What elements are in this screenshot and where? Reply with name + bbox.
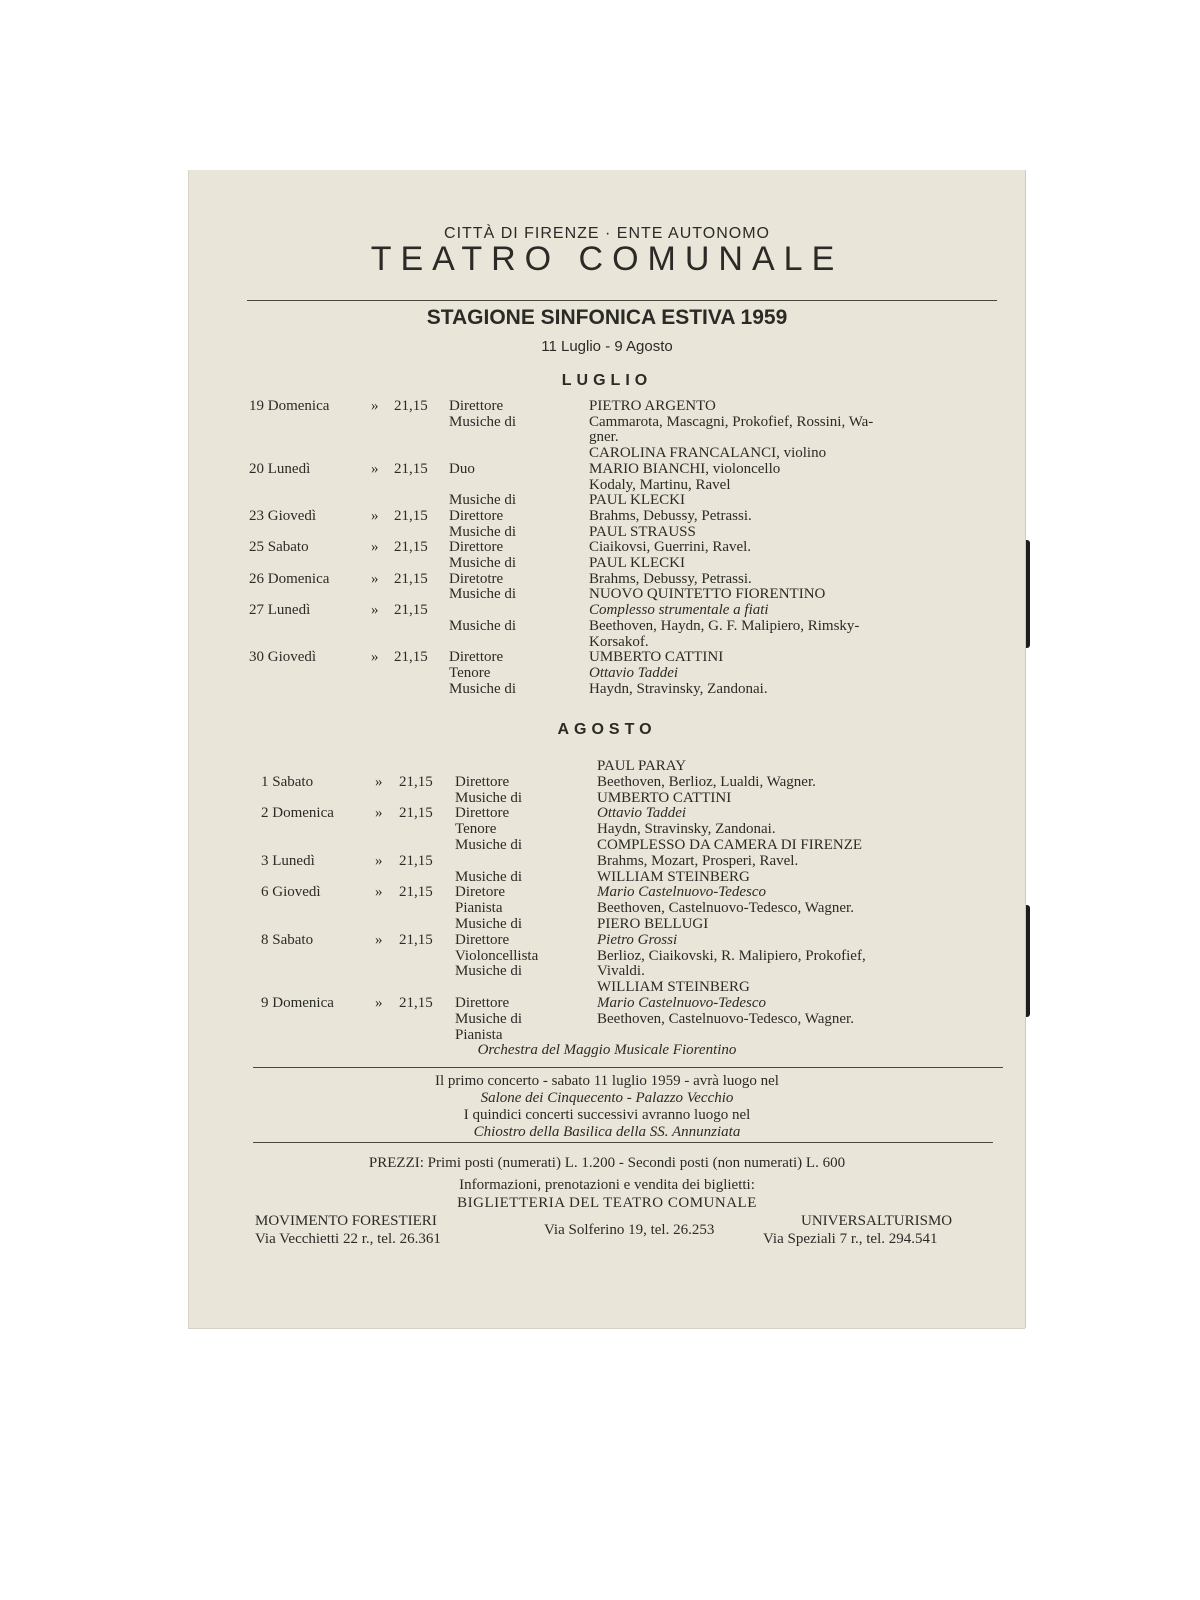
- performer-or-program: Brahms, Mozart, Prosperi, Ravel.: [597, 852, 799, 869]
- performer-role: Violoncellista: [455, 947, 539, 964]
- concert-time: 21,15: [394, 398, 428, 414]
- performer-or-program: Pietro Grossi: [597, 931, 678, 948]
- performer-or-program: Ottavio Taddei: [589, 664, 679, 681]
- performer-or-program: PIERO BELLUGI: [597, 916, 709, 932]
- concert-time: 21,15: [399, 884, 433, 901]
- performer-or-program: Haydn, Stravinsky, Zandonai.: [589, 680, 768, 697]
- agency-right-address: Via Speziali 7 r., tel. 294.541: [763, 1231, 938, 1247]
- performer-or-program: Korsakof.: [589, 633, 649, 650]
- separator-mark: »: [375, 884, 383, 901]
- separator-mark: »: [371, 507, 379, 524]
- season-title: STAGIONE SINFONICA ESTIVA 1959: [426, 306, 788, 329]
- performer-or-program: Cammarota, Mascagni, Prokofief, Rossini, Wa-: [589, 413, 874, 430]
- program-page: [188, 170, 1025, 1328]
- concert-time: 21,15: [394, 539, 428, 556]
- performer-or-program: Brahms, Debussy, Petrassi.: [589, 570, 752, 587]
- divider-bottom: [253, 1142, 993, 1143]
- concert-day: 3 Lunedì: [261, 852, 315, 869]
- season-dates: 11 Luglio - 9 Agosto: [541, 338, 673, 355]
- performer-role: Pianista: [455, 900, 503, 917]
- concert-day: 20 Lunedì: [249, 460, 311, 477]
- performer-or-program: PAUL PARAY: [597, 758, 687, 774]
- performer-or-program: PIETRO ARGENTO: [589, 398, 716, 414]
- performer-role: Diretore: [455, 884, 505, 901]
- performer-role: Direttore: [449, 649, 504, 666]
- performer-or-program: MARIO BIANCHI, violoncello: [589, 460, 781, 477]
- performer-role: Musiche di: [449, 555, 517, 571]
- divider-top: [247, 300, 997, 301]
- performer-or-program: UMBERTO CATTINI: [589, 649, 724, 666]
- concert-day: 25 Sabato: [249, 539, 309, 556]
- performer-role: Musiche di: [455, 837, 523, 853]
- month-heading-agosto: AGOSTO: [557, 721, 657, 738]
- separator-mark: »: [371, 539, 379, 556]
- performer-role: Musiche di: [449, 586, 517, 603]
- performer-role: Direttore: [449, 539, 504, 556]
- concert-day: 19 Domenica: [249, 398, 330, 414]
- performer-or-program: Brahms, Debussy, Petrassi.: [589, 507, 752, 524]
- performer-role: Musiche di: [449, 617, 517, 634]
- info-line: Informazioni, prenotazioni e vendita dei biglietti:: [459, 1177, 755, 1193]
- month-heading-luglio: LUGLIO: [561, 372, 653, 389]
- performer-or-program: NUOVO QUINTETTO FIORENTINO: [589, 586, 826, 603]
- performer-role: Direttore: [455, 773, 510, 790]
- concert-time: 21,15: [399, 773, 433, 790]
- concert-time: 21,15: [399, 805, 433, 822]
- performer-role: Musiche di: [449, 492, 517, 509]
- concert-day: 8 Sabato: [261, 931, 314, 948]
- concert-time: 21,15: [394, 602, 428, 619]
- prices-line: PREZZI: Primi posti (numerati) L. 1.200 - Secondi posti (non numerati) L. 600: [368, 1155, 846, 1171]
- venue-note-1: Il primo concerto - sabato 11 luglio 1959 - avrà luogo nel: [435, 1073, 779, 1089]
- concert-day: 30 Giovedì: [249, 649, 317, 666]
- performer-or-program: Mario Castelnuovo-Tedesco: [597, 884, 767, 901]
- separator-mark: »: [371, 602, 379, 619]
- separator-mark: »: [371, 570, 379, 587]
- performer-or-program: Kodaly, Martinu, Ravel: [589, 476, 731, 493]
- performer-role: Direttore: [455, 931, 510, 948]
- performer-role: Musiche di: [449, 523, 517, 540]
- separator-mark: »: [375, 805, 383, 822]
- performer-or-program: Mario Castelnuovo-Tedesco: [597, 995, 767, 1011]
- performer-or-program: Ottavio Taddei: [597, 805, 687, 822]
- performer-role: Tenore: [449, 664, 491, 681]
- performer-role: Direttore: [455, 995, 510, 1011]
- concert-time: 21,15: [399, 931, 433, 948]
- concert-day: 27 Lunedì: [249, 602, 311, 619]
- performer-role: Musiche di: [449, 413, 517, 430]
- concert-time: 21,15: [399, 995, 433, 1011]
- performer-role: Pianista: [455, 1026, 503, 1043]
- performer-role: Tenore: [455, 821, 497, 838]
- performer-or-program: gner.: [589, 429, 619, 446]
- separator-mark: »: [375, 931, 383, 948]
- separator-mark: »: [371, 649, 379, 666]
- agency-left-address: Via Vecchietti 22 r., tel. 26.361: [255, 1231, 441, 1247]
- separator-mark: »: [375, 773, 383, 790]
- performer-or-program: PAUL KLECKI: [589, 555, 685, 571]
- agency-left-name: MOVIMENTO FORESTIERI: [255, 1213, 437, 1229]
- box-office-name: BIGLIETTERIA DEL TEATRO COMUNALE: [457, 1195, 757, 1211]
- performer-role: Direttore: [449, 507, 504, 524]
- venue-note-4: Chiostro della Basilica della SS. Annunziata: [473, 1124, 741, 1140]
- concert-time: 21,15: [394, 507, 428, 524]
- performer-or-program: Haydn, Stravinsky, Zandonai.: [597, 821, 776, 838]
- performer-role: Musiche di: [455, 963, 523, 980]
- concert-day: 2 Domenica: [261, 805, 334, 822]
- box-office-address: Via Solferino 19, tel. 26.253: [544, 1222, 715, 1238]
- performer-or-program: COMPLESSO DA CAMERA DI FIRENZE: [597, 837, 863, 853]
- performer-or-program: Beethoven, Haydn, G. F. Malipiero, Rimsky-: [589, 617, 860, 634]
- performer-or-program: PAUL KLECKI: [589, 492, 685, 509]
- performer-role: Musiche di: [455, 789, 523, 806]
- concert-day: 23 Giovedì: [249, 507, 317, 524]
- performer-role: Musiche di: [455, 1010, 523, 1027]
- performer-or-program: WILLIAM STEINBERG: [597, 979, 750, 996]
- performer-or-program: WILLIAM STEINBERG: [597, 868, 750, 885]
- performer-role: Diretotre: [449, 570, 504, 587]
- performer-role: Duo: [449, 460, 475, 477]
- performer-or-program: Complesso strumentale a fiati: [589, 602, 769, 619]
- performer-or-program: Beethoven, Castelnuovo-Tedesco, Wagner.: [597, 1010, 854, 1027]
- performer-or-program: Beethoven, Berlioz, Lualdi, Wagner.: [597, 773, 816, 790]
- orchestra-credit: Orchestra del Maggio Musicale Fiorentino: [477, 1042, 737, 1058]
- performer-or-program: CAROLINA FRANCALANCI, violino: [589, 445, 827, 462]
- performer-or-program: Beethoven, Castelnuovo-Tedesco, Wagner.: [597, 900, 854, 917]
- concert-day: 1 Sabato: [261, 773, 314, 790]
- performer-or-program: Vivaldi.: [597, 963, 645, 980]
- concert-day: 6 Giovedì: [261, 884, 321, 901]
- separator-mark: »: [375, 852, 383, 869]
- performer-role: Musiche di: [455, 916, 523, 932]
- concert-day: 26 Domenica: [249, 570, 330, 587]
- performer-or-program: Ciaikovsi, Guerrini, Ravel.: [589, 539, 752, 556]
- concert-day: 9 Domenica: [261, 995, 334, 1011]
- venue-note-2: Salone dei Cinquecento - Palazzo Vecchio: [480, 1090, 734, 1106]
- venue-note-3: I quindici concerti successivi avranno luogo nel: [463, 1107, 751, 1123]
- agency-right-name: UNIVERSALTURISMO: [801, 1213, 953, 1229]
- performer-role: Direttore: [455, 805, 510, 822]
- performer-role: Musiche di: [455, 868, 523, 885]
- performer-or-program: PAUL STRAUSS: [589, 523, 696, 540]
- separator-mark: »: [375, 995, 383, 1011]
- divider-middle: [253, 1067, 1003, 1068]
- performer-role: Direttore: [449, 398, 504, 414]
- concert-time: 21,15: [399, 852, 433, 869]
- concert-time: 21,15: [394, 649, 428, 666]
- separator-mark: »: [371, 398, 379, 414]
- concert-time: 21,15: [394, 460, 428, 477]
- performer-or-program: Berlioz, Ciaikovski, R. Malipiero, Prokofief,: [597, 947, 866, 964]
- separator-mark: »: [371, 460, 379, 477]
- concert-time: 21,15: [394, 570, 428, 587]
- city-label: CITTÀ DI FIRENZE · ENTE AUTONOMO: [444, 225, 770, 242]
- theatre-title: TEATRO COMUNALE: [370, 240, 844, 278]
- performer-role: Musiche di: [449, 680, 517, 697]
- performer-or-program: UMBERTO CATTINI: [597, 789, 732, 806]
